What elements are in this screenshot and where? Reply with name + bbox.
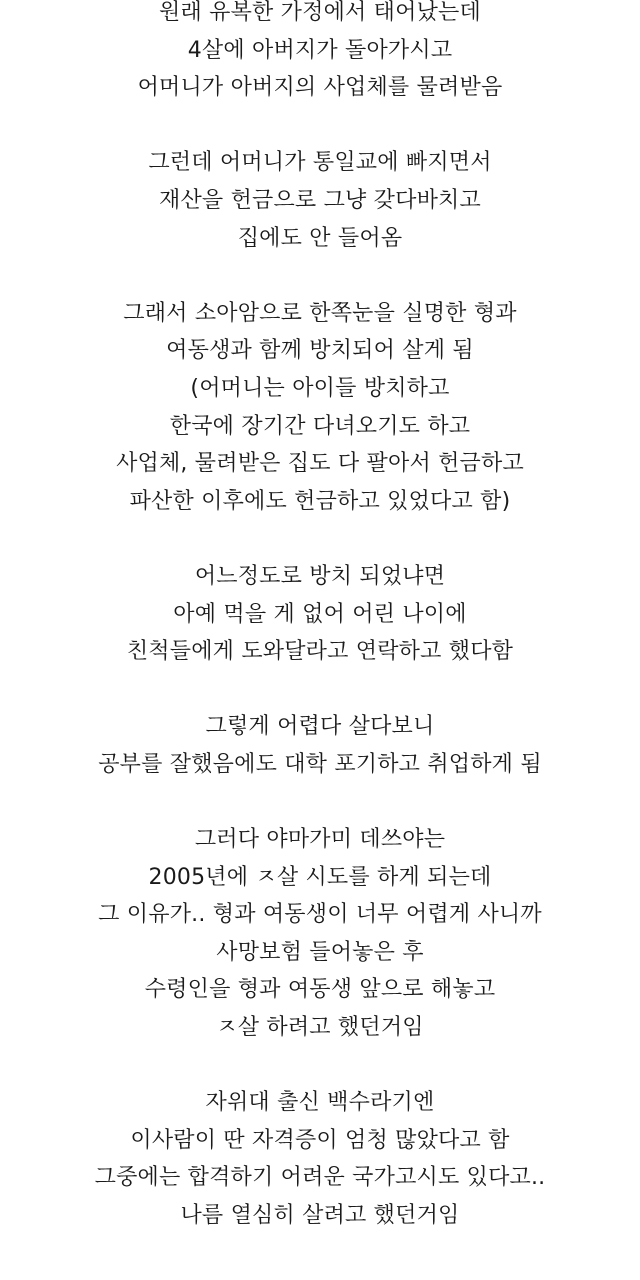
text-line: 친척들에게 도와달라고 연락하고 했다함 — [126, 639, 514, 665]
text-line: 집에도 안 들어옴 — [237, 225, 403, 251]
text-line: 그렇게 어렵다 살다보니 — [205, 714, 435, 740]
text-line: 그러다 야마가미 데쓰야는 — [194, 827, 446, 853]
text-line: 2005년에 ㅈ살 시도를 하게 되는데 — [148, 864, 492, 890]
text-line: 공부를 잘했음에도 대학 포기하고 취업하게 됨 — [98, 751, 542, 777]
text-line: 나름 열심히 살려고 했던거임 — [180, 1203, 460, 1228]
text-line: 4살에 아버지가 돌아가시고 — [187, 37, 453, 63]
text-line: (어머니는 아이들 방치하고 — [190, 375, 450, 401]
paragraph-gap — [0, 671, 640, 709]
paragraph-gap — [0, 1047, 640, 1085]
text-line: 그중에는 합격하기 어려운 국가고시도 있다고.. — [94, 1165, 546, 1191]
text-line: 사망보험 들어놓은 후 — [216, 939, 424, 965]
text-line: 수령인을 형과 여동생 앞으로 해놓고 — [144, 977, 496, 1003]
text-line: 그 이유가.. 형과 여동생이 너무 어렵게 사니까 — [98, 902, 542, 928]
text-line: 재산을 헌금으로 그냥 갖다바치고 — [159, 187, 481, 213]
text-line: 사업체, 물려받은 집도 다 팔아서 헌금하고 — [116, 451, 524, 477]
text-line: 어느정도로 방치 되었냐면 — [194, 563, 446, 589]
text-line: ㅈ살 하려고 했던거임 — [216, 1015, 424, 1041]
text-line: 어머니가 아버지의 사업체를 물려받음 — [137, 75, 503, 101]
paragraph-gap — [0, 107, 640, 145]
text-line: 아예 먹을 게 없어 어린 나이에 — [173, 601, 467, 627]
text-line: 그래서 소아암으로 한쪽눈을 실명한 형과 — [123, 300, 517, 326]
paragraph-gap — [0, 520, 640, 558]
text-line: 원래 유복한 가정에서 태어났는데 — [159, 0, 481, 25]
text-line: 자위대 출신 백수라기엔 — [205, 1090, 435, 1116]
text-line: 여동생과 함께 방치되어 살게 됨 — [166, 338, 474, 364]
paragraph-gap — [0, 783, 640, 821]
text-line: 이사람이 딴 자격증이 엄청 많았다고 함 — [130, 1127, 510, 1153]
text-line: 파산한 이후에도 헌금하고 있었다고 함) — [129, 488, 511, 514]
text-line: 그런데 어머니가 통일교에 빠지면서 — [148, 150, 492, 176]
paragraph-gap — [0, 257, 640, 295]
text-line: 한국에 장기간 다녀오기도 하고 — [169, 413, 471, 439]
